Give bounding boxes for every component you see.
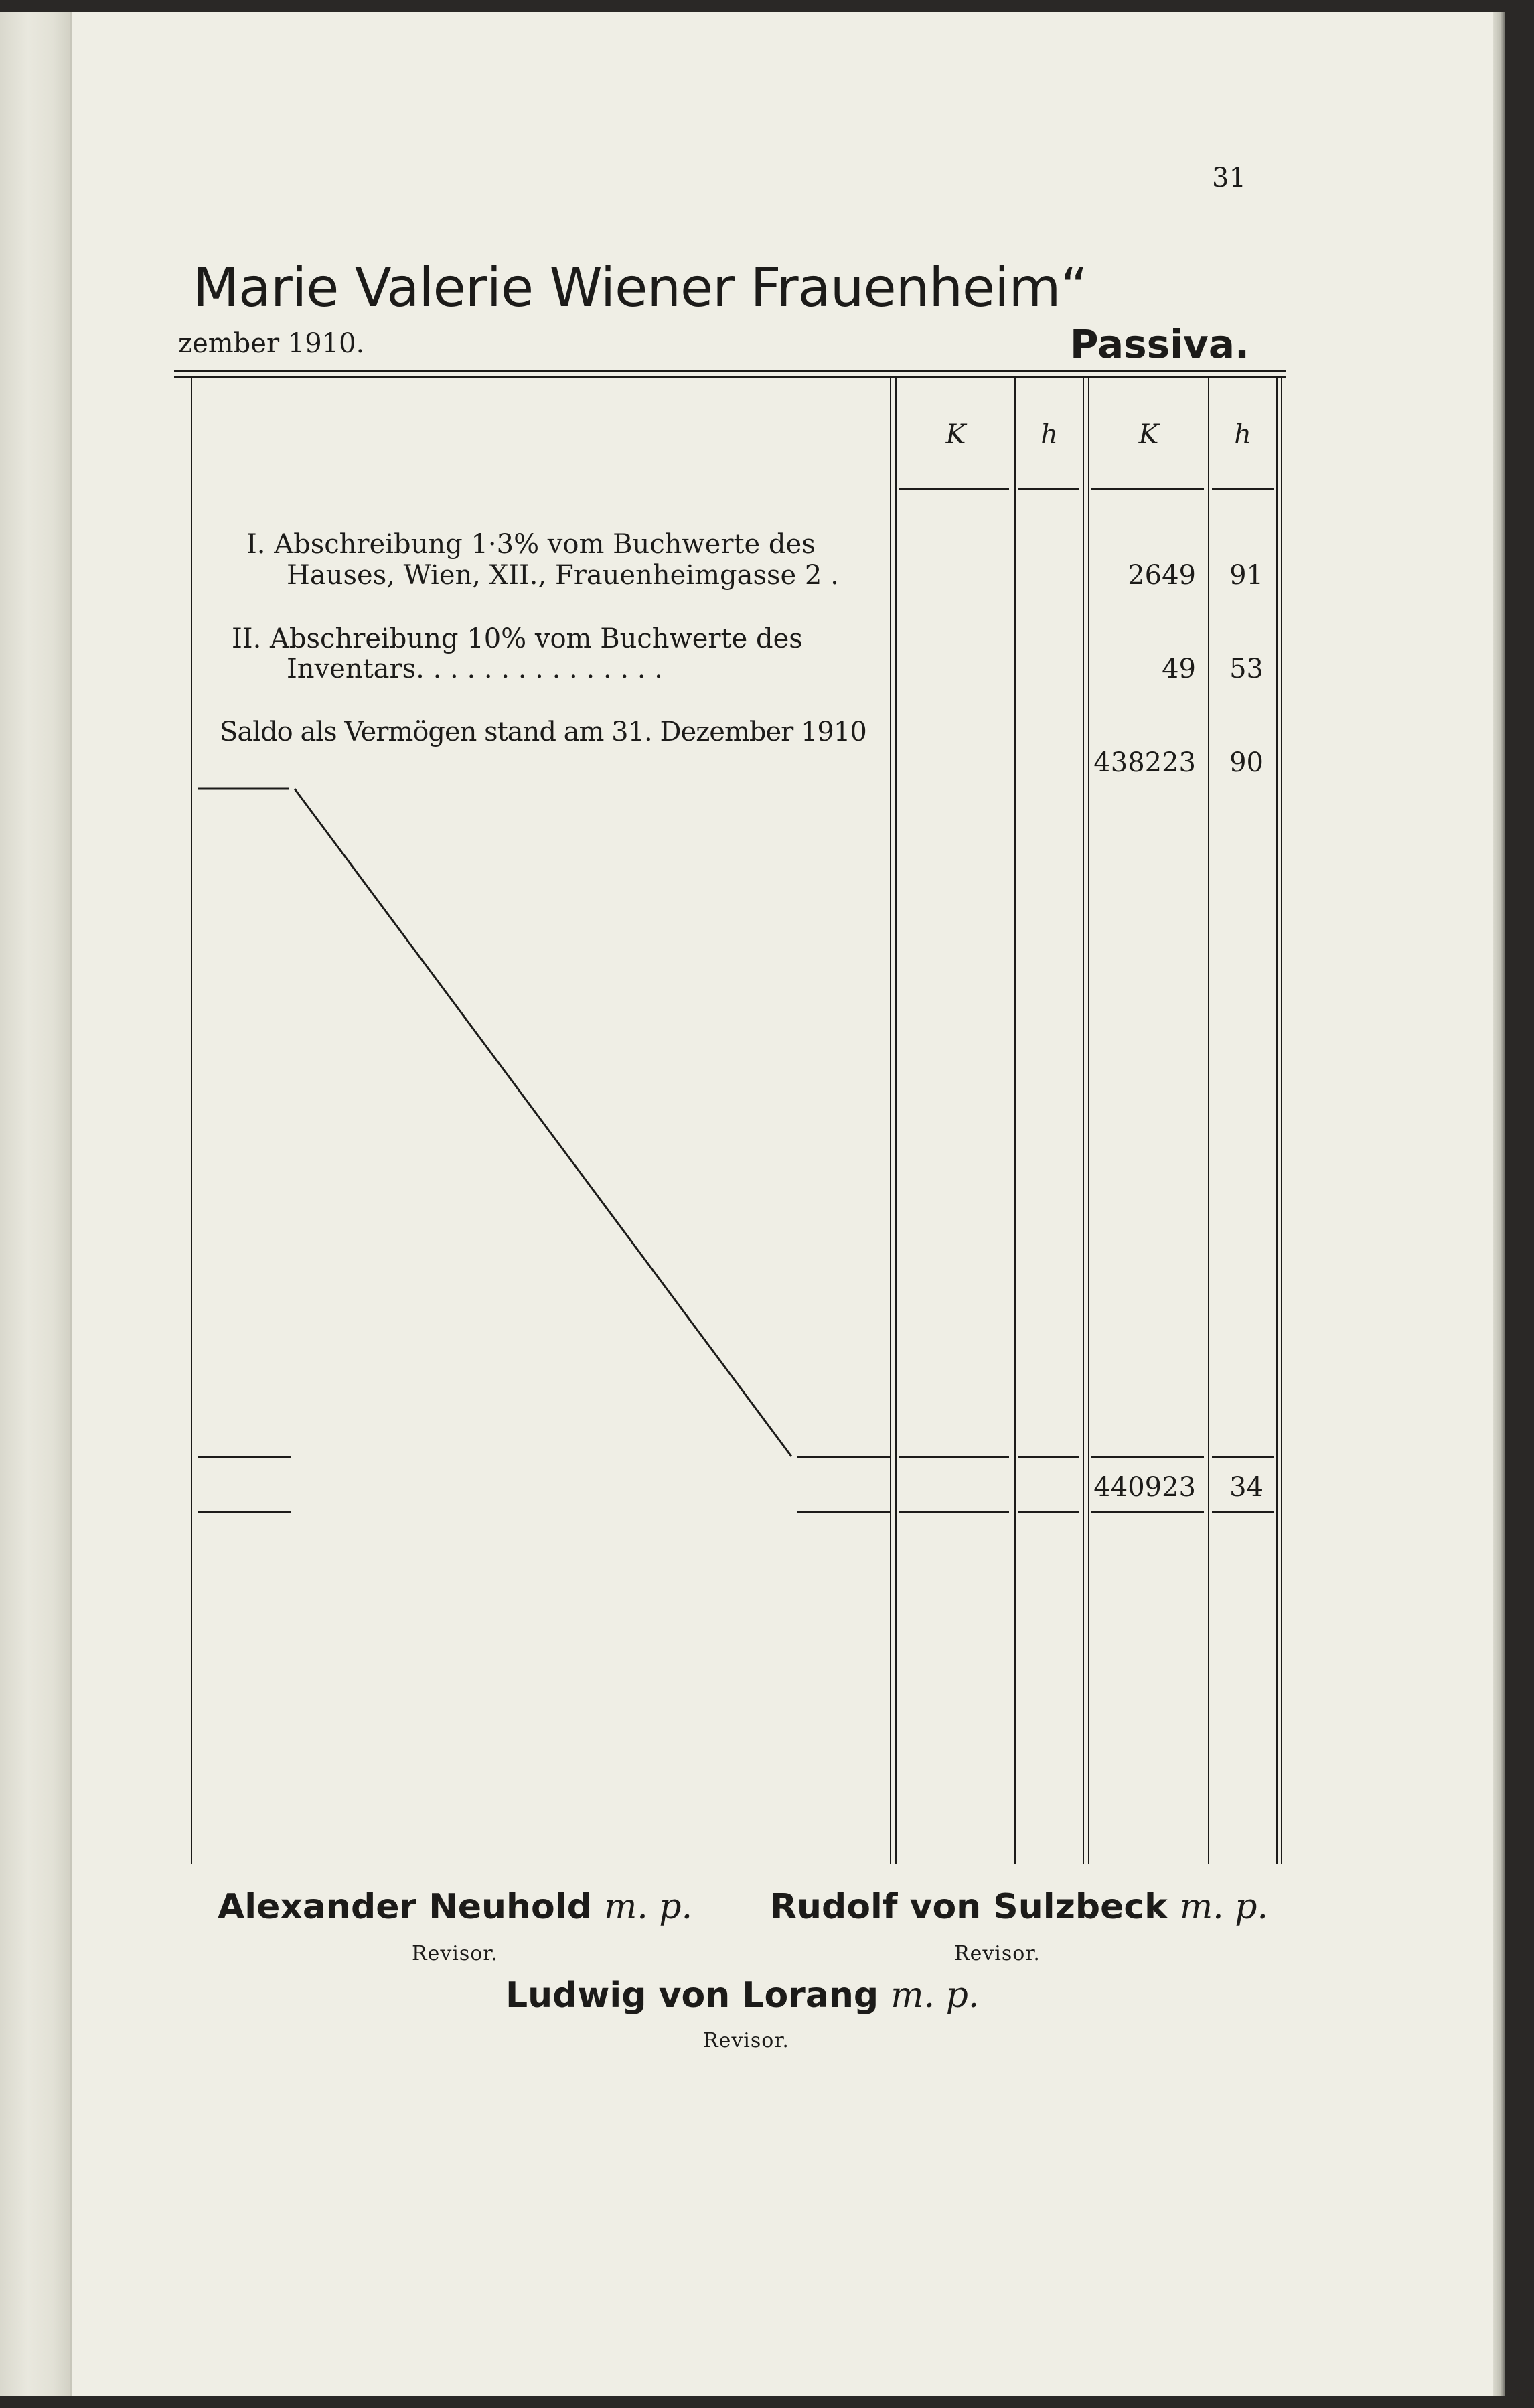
signature-3-role: Revisor. bbox=[703, 2029, 789, 2052]
section-label-passiva: Passiva. bbox=[1070, 321, 1249, 367]
page-title: Marie Valerie Wiener Frauenheim“ bbox=[193, 256, 1087, 319]
entry-1-line2: Hauses, Wien, XII., Frauenheimgasse 2 . bbox=[287, 560, 839, 591]
signature-2-name bbox=[770, 1887, 1268, 1927]
closing-rule-k1 bbox=[899, 1511, 1009, 1513]
closing-rule-h1 bbox=[1018, 1511, 1079, 1513]
entry-1-line1: I. Abschreibung 1·3% vom Buchwerte des bbox=[246, 529, 816, 560]
sum-rule-left bbox=[198, 1456, 291, 1458]
col-header-kronen-1: K bbox=[945, 419, 966, 450]
sum-rule-h2 bbox=[1212, 1456, 1274, 1458]
signature-2-role: Revisor. bbox=[954, 1942, 1041, 1965]
entry-2-heller: 53 bbox=[1229, 654, 1263, 684]
entry-3-heller: 90 bbox=[1229, 747, 1263, 778]
sum-rule-h1 bbox=[1018, 1456, 1079, 1458]
closing-rule-left bbox=[198, 1511, 291, 1513]
entry-3-saldo: Saldo als Vermögen stand am 31. Dezember 1910 bbox=[220, 717, 866, 747]
entry-1-kronen: 2649 bbox=[1128, 560, 1196, 591]
signature-1-role: Revisor. bbox=[412, 1942, 498, 1965]
entry-2-line1: II. Abschreibung 10% vom Buchwerte des bbox=[232, 623, 803, 654]
sum-rule-k2 bbox=[1091, 1456, 1204, 1458]
entry-2-line2: Inventars. . . . . . . . . . . . . . . bbox=[287, 654, 663, 684]
closing-rule-k2 bbox=[1091, 1511, 1204, 1513]
signature-1-name bbox=[218, 1887, 692, 1927]
total-heller: 34 bbox=[1229, 1472, 1263, 1503]
sum-rule bbox=[797, 1456, 891, 1458]
entry-2-kronen: 49 bbox=[1162, 654, 1196, 684]
col-header-heller-1: h bbox=[1041, 419, 1058, 450]
col-header-heller-2: h bbox=[1234, 419, 1251, 450]
signature-2-text: Rudolf von Sulzbeck bbox=[770, 1887, 1168, 1927]
signature-1-suffix: m. p. bbox=[603, 1887, 693, 1927]
closing-rule bbox=[797, 1511, 891, 1513]
page-number: 31 bbox=[1212, 163, 1246, 194]
sum-rule-k1 bbox=[899, 1456, 1009, 1458]
signature-3-suffix: m. p. bbox=[891, 1975, 980, 2016]
col-header-kronen-2: K bbox=[1138, 419, 1159, 450]
signature-3-name bbox=[506, 1975, 979, 2016]
signature-3-text: Ludwig von Lorang bbox=[506, 1975, 879, 2016]
entry-3-kronen: 438223 bbox=[1093, 747, 1196, 778]
total-kronen: 440923 bbox=[1093, 1472, 1196, 1503]
signature-2-suffix: m. p. bbox=[1179, 1887, 1269, 1927]
signature-1-text: Alexander Neuhold bbox=[218, 1887, 592, 1927]
closing-rule-h2 bbox=[1212, 1511, 1274, 1513]
entry-1-heller: 91 bbox=[1229, 560, 1263, 591]
book-page bbox=[0, 12, 1505, 2396]
date-fragment: zember 1910. bbox=[178, 328, 365, 359]
